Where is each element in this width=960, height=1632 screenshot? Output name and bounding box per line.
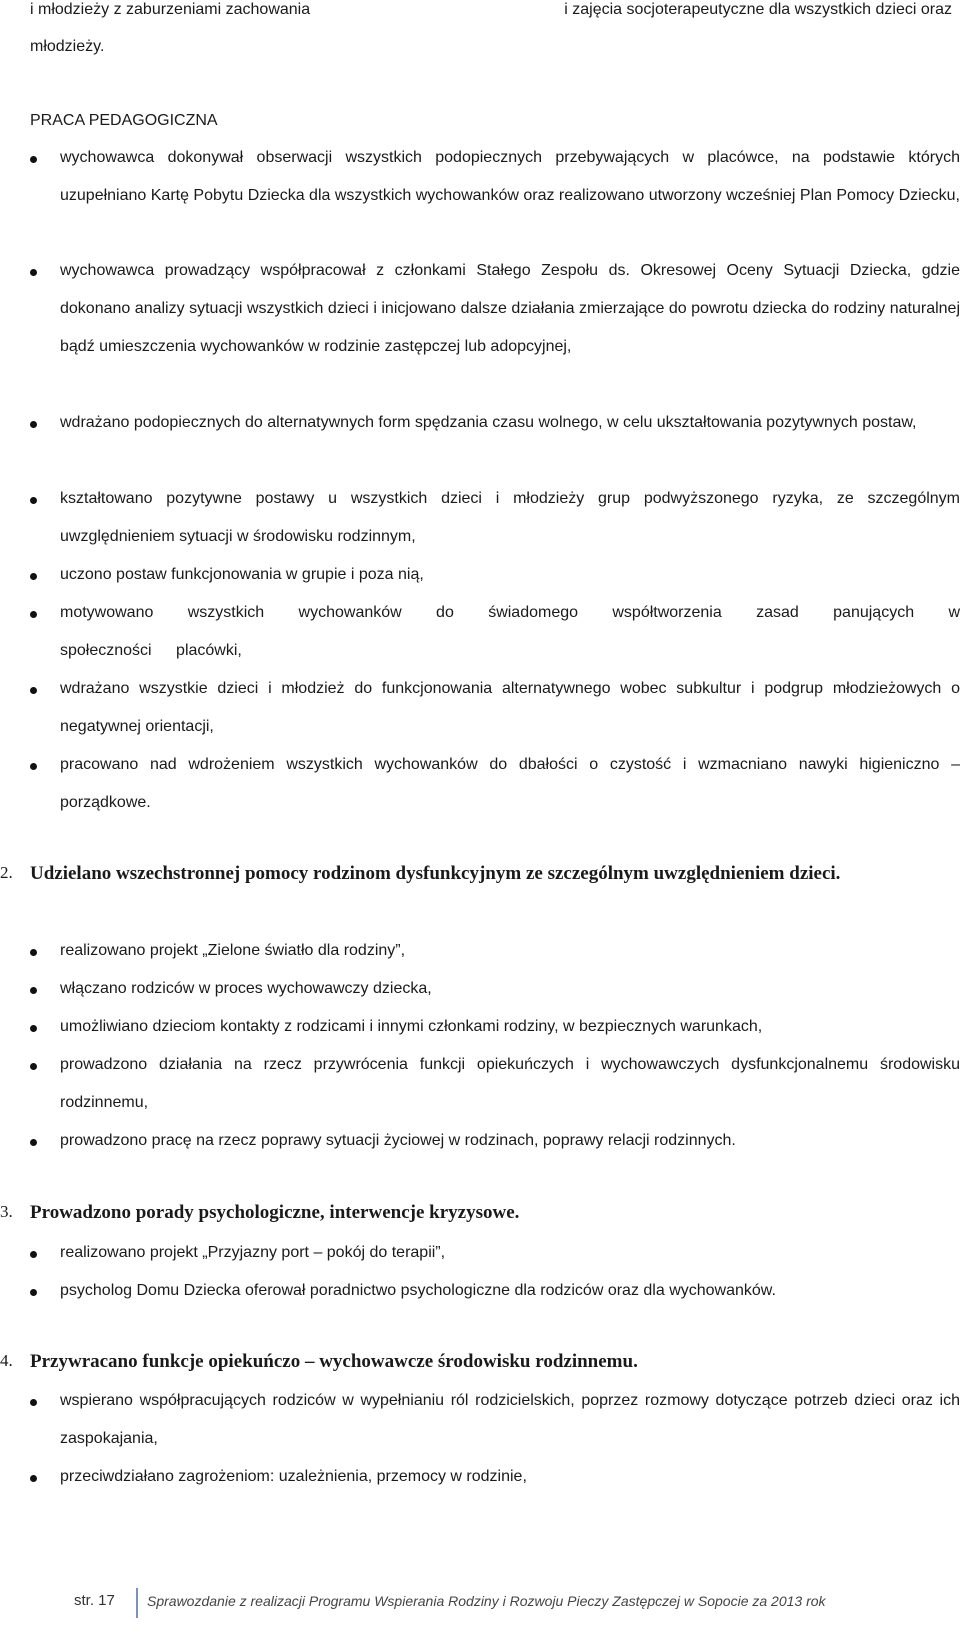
list-item-text: wdrażano wszystkie dzieci i młodzież do funkcjonowania alternatywnego wobec subkultur i podgrup młodzieżowych o negatywnej orientacji, (60, 680, 960, 735)
list-item-text: wychowawca dokonywał obserwacji wszystkich podopiecznych przebywających w placówce, na podstawie których uzupełniano Kartę Pobytu Dziecka dla wszystkich wychowanków oraz realizowano utworzony wcześniej Plan Pomocy Dziecku, (60, 149, 960, 204)
bullet-icon (30, 269, 37, 276)
intro-line-1-right: i zajęcia socjoterapeutyczne dla wszystkich dzieci oraz (564, 1, 952, 18)
bullet-icon (30, 1399, 37, 1406)
list-item-text: psycholog Domu Dziecka oferował poradnictwo psychologiczne dla rodziców oraz dla wychowanków. (60, 1282, 776, 1299)
list-item-text: prowadzono pracę na rzecz poprawy sytuacji życiowej w rodzinach, poprawy relacji rodzinnych. (60, 1132, 736, 1149)
section-2-title: Udzielano wszechstronnej pomocy rodzinom dysfunkcyjnym ze szczególnym uwzględnieniem dzieci. (30, 863, 841, 884)
list-item-text: realizowano projekt „Przyjazny port – pokój do terapii”, (60, 1244, 446, 1261)
bullet-icon (30, 949, 37, 956)
bullet-icon (30, 1475, 37, 1482)
bullet-icon (30, 156, 37, 163)
list-item-text: uczono postaw funkcjonowania w grupie i poza nią, (60, 566, 424, 583)
page-number: str. 17 (74, 1592, 115, 1609)
bullet-icon (30, 1251, 37, 1258)
list-item-text: wychowawca prowadzący współpracował z członkami Stałego Zespołu ds. Okresowej Oceny Sytuacji Dziecka, gdzie dokonano analizy sytuacji wszystkich dzieci i inicjowano dalsze działania zmierzające do powrotu dziecka do rodziny naturalnej bądź umieszczenia wychowanków w rodzinie zastępczej lub adopcyjnej, (60, 262, 960, 355)
intro-line-1-left: i młodzieży z zaburzeniami zachowania (30, 1, 311, 18)
list-item-text: wspierano współpracujących rodziców w wypełnianiu ról rodzicielskich, poprzez rozmowy dotyczące potrzeb dzieci oraz ich zaspokajania, (60, 1392, 960, 1447)
section-4-title: Przywracano funkcje opiekuńczo – wychowawcze środowisku rodzinnemu. (30, 1351, 638, 1372)
section-heading-praca: PRACA PEDAGOGICZNA (30, 112, 218, 129)
list-item-text: wdrażano podopiecznych do alternatywnych form spędzania czasu wolnego, w celu ukształtowania pozytywnych postaw, (60, 414, 917, 431)
bullet-icon (30, 497, 37, 504)
list-item-text: włączano rodziców w proces wychowawczy dziecka, (60, 980, 432, 997)
section-4-number: 4. (0, 1351, 13, 1370)
intro-line-2: młodzieży. (30, 38, 105, 55)
list-item-text: kształtowano pozytywne postawy u wszystkich dzieci i młodzieży grup podwyższonego ryzyka, ze szczególnym uwzględnieniem sytuacji w środowisku rodzinnym, (60, 490, 960, 545)
bullet-icon (30, 763, 37, 770)
bullet-icon (30, 987, 37, 994)
list-item-text: umożliwiano dzieciom kontakty z rodzicami i innymi członkami rodziny, w bezpiecznych warunkach, (60, 1018, 763, 1035)
footer-text: Sprawozdanie z realizacji Programu Wspierania Rodziny i Rozwoju Pieczy Zastępczej w Sopocie za 2013 rok (147, 1593, 826, 1609)
list-item-text: motywowano wszystkich wychowanków do świadomego współtworzenia zasad panujących w społeczności placówki, (60, 604, 960, 659)
bullet-icon (30, 573, 37, 580)
section-3-number: 3. (0, 1202, 13, 1221)
list-item-text: przeciwdziałano zagrożeniom: uzależnienia, przemocy w rodzinie, (60, 1468, 527, 1485)
bullet-icon (30, 1289, 37, 1296)
section-3-title: Prowadzono porady psychologiczne, interwencje kryzysowe. (30, 1202, 520, 1223)
list-item-text: pracowano nad wdrożeniem wszystkich wychowanków do dbałości o czystość i wzmacniano nawyki higieniczno – porządkowe. (60, 756, 960, 811)
bullet-icon (30, 1063, 37, 1070)
section-2-number: 2. (0, 863, 13, 882)
bullet-icon (30, 687, 37, 694)
bullet-icon (30, 1025, 37, 1032)
page-footer (0, 1588, 960, 1618)
list-item-text: prowadzono działania na rzecz przywrócenia funkcji opiekuńczych i wychowawczych dysfunkcjonalnemu środowisku rodzinnemu, (60, 1056, 960, 1111)
bullet-icon (30, 421, 37, 428)
footer-divider (136, 1588, 138, 1618)
bullet-icon (30, 611, 37, 618)
bullet-icon (30, 1139, 37, 1146)
list-item-text: realizowano projekt „Zielone światło dla rodziny”, (60, 942, 406, 959)
intro-line-1 (30, 0, 960, 20)
